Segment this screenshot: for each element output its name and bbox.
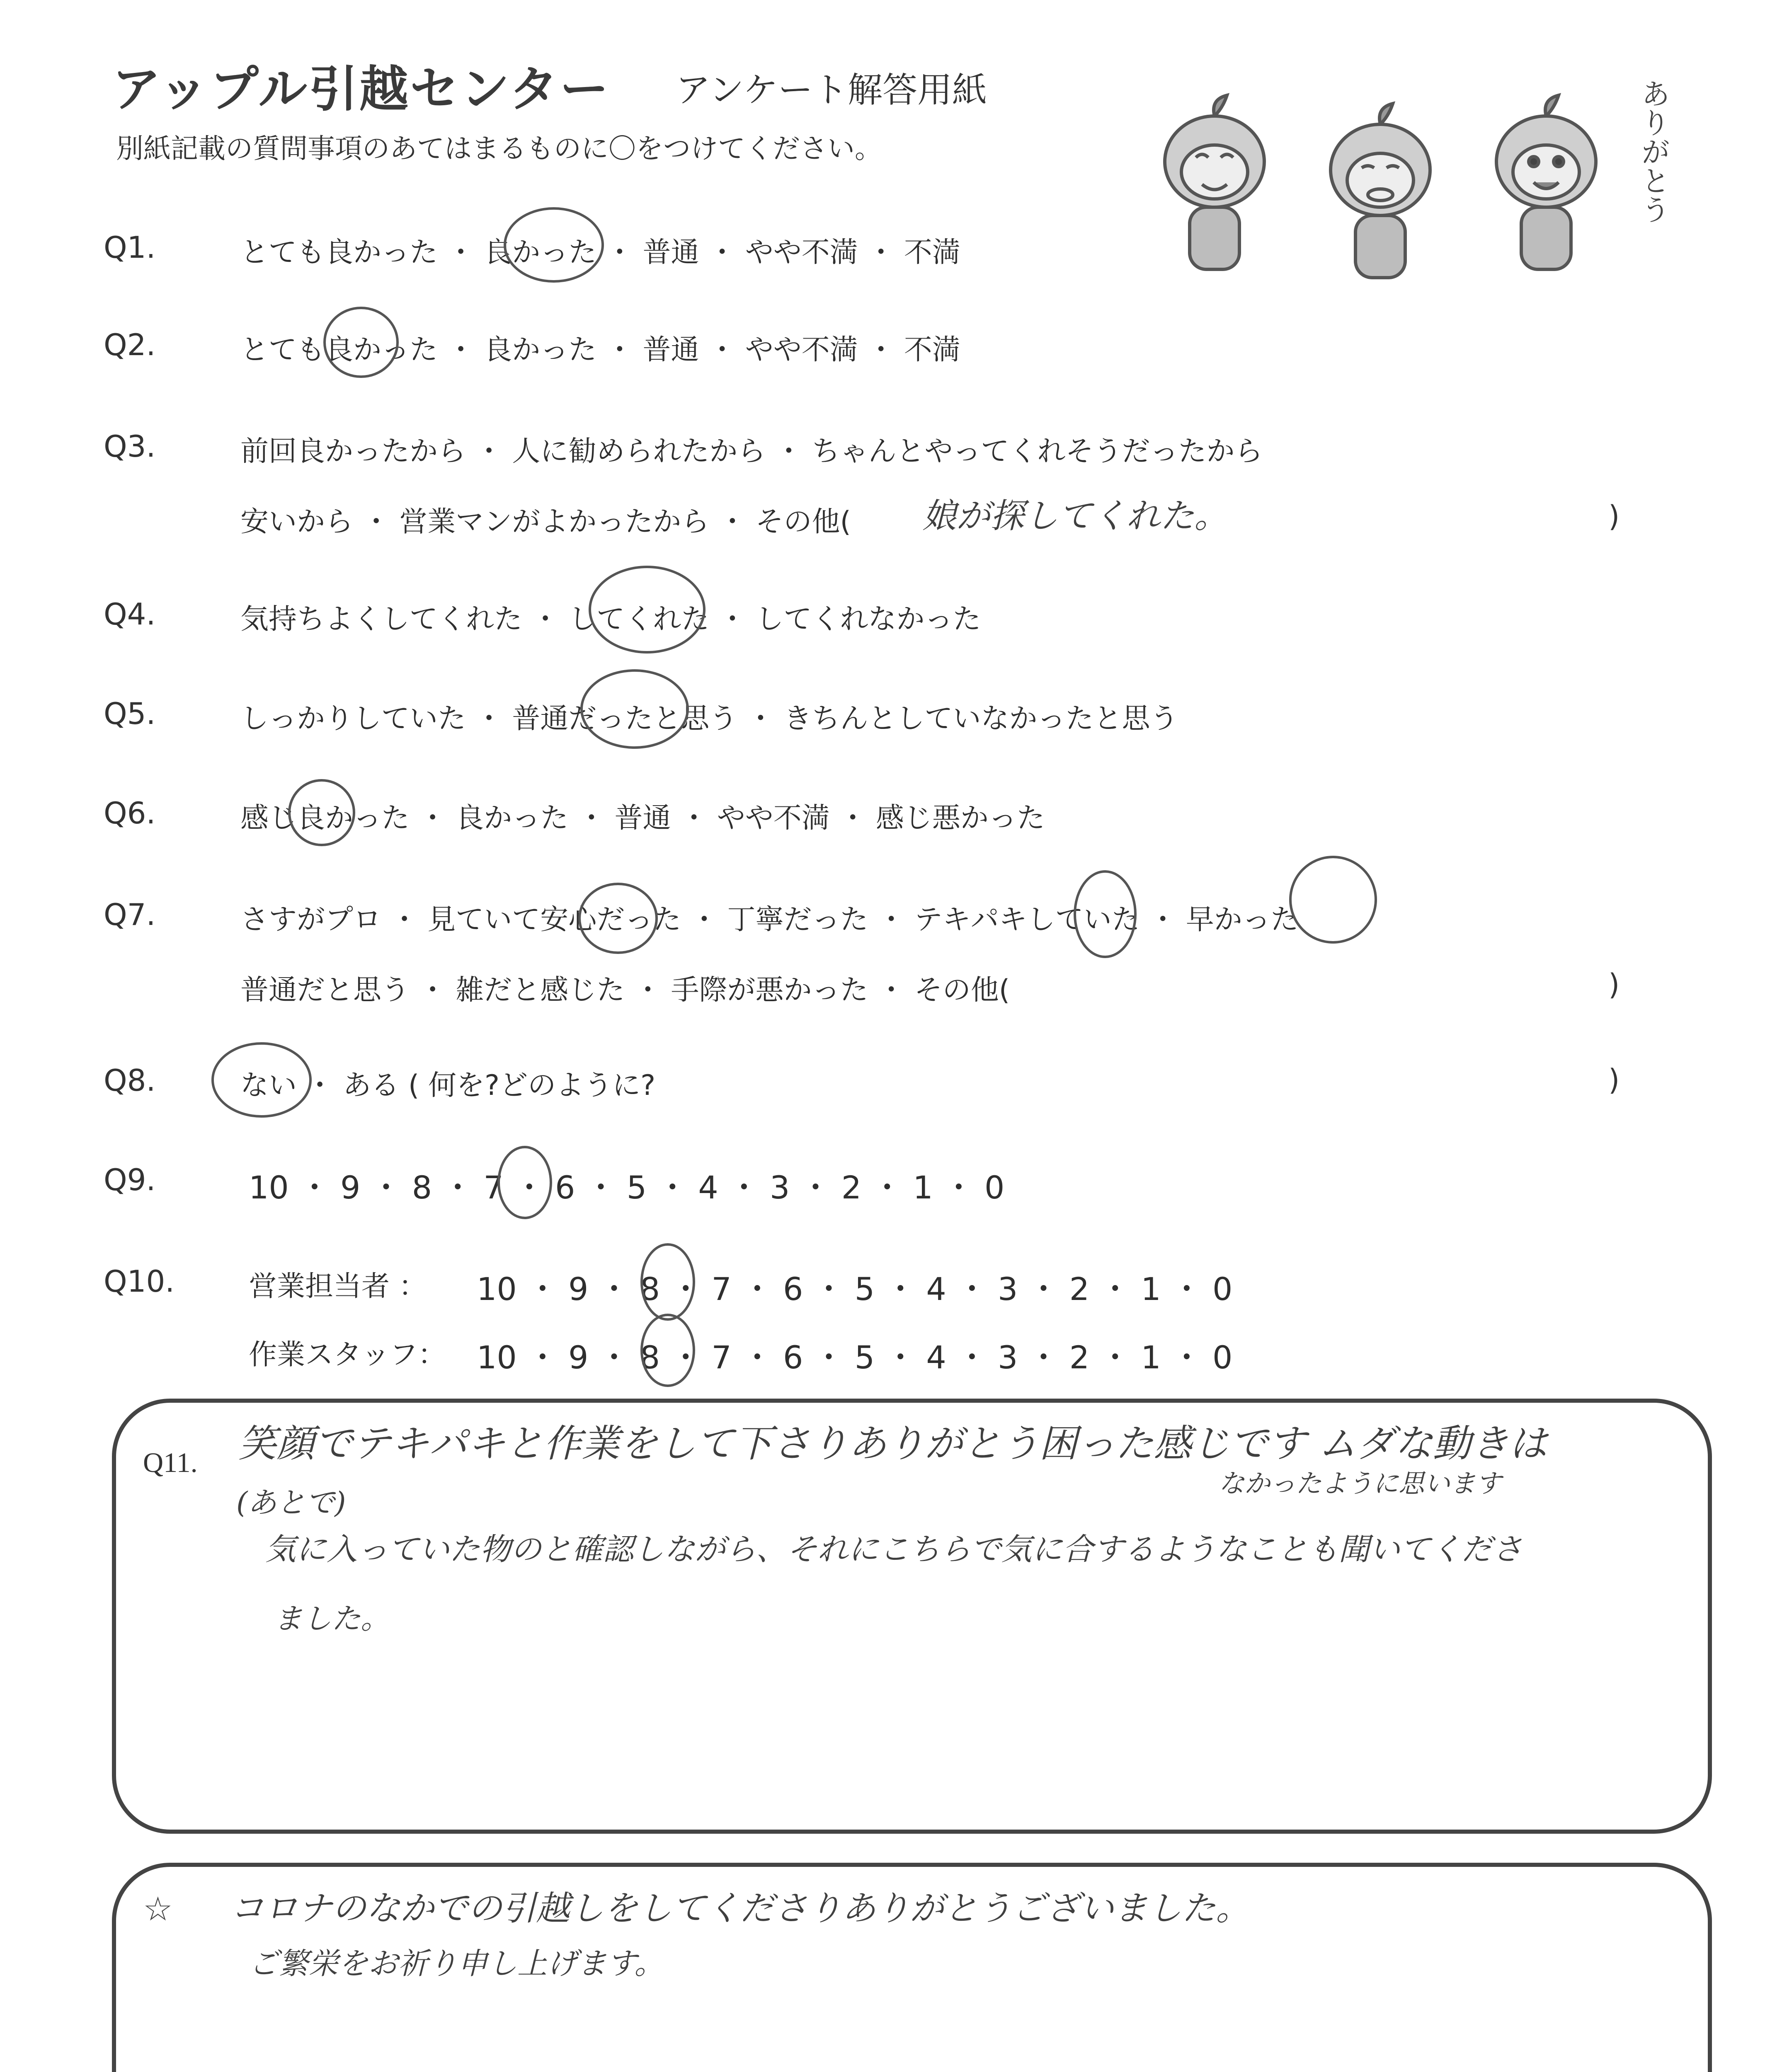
q4-options: 気持ちよくしてくれた ・ してくれた ・ してくれなかった [240, 603, 981, 636]
mascot-illustration [1136, 70, 1683, 286]
q4-label: Q4. [104, 597, 156, 632]
form-title: アップル引越センター [112, 61, 611, 118]
q6-answer-circle [288, 779, 355, 846]
q11-line1: 笑顔でテキパキと作業をして下さりありがとう困った感じです ムダな動きは [238, 1421, 1547, 1466]
q7-options-line2: 普通だと思う ・ 雑だと感じた ・ 手際が悪かった ・ その他( [240, 974, 1010, 1007]
q5-options: しっかりしていた ・ 普通だったと思う ・ きちんとしていなかったと思う [240, 702, 1178, 735]
q1-answer-circle [504, 207, 604, 283]
q10-sales-answer-circle [640, 1243, 695, 1321]
q7-answer-circle-2 [1074, 870, 1137, 958]
q10-staff-scale: 10 ・ 9 ・ 8 ・ 7 ・ 6 ・ 5 ・ 4 ・ 3 ・ 2 ・ 1 ・ 0 [477, 1339, 1233, 1376]
comment-line2: ご繁栄をお祈り申し上げます。 [249, 1946, 664, 1981]
q8-options: ない ・ ある ( 何を?どのように? [240, 1069, 656, 1102]
q7-options-line1: さすがプロ ・ 見ていて安心だった ・ 丁寧だった ・ テキパキしていた ・ 早かった [240, 903, 1299, 936]
q8-close-paren: ) [1608, 1063, 1620, 1097]
q7-close-paren: ) [1608, 968, 1620, 1002]
mascot-thanks-text: ありがとう [1637, 79, 1670, 224]
q11-line3: 気に入っていた物のと確認しながら、それにこちらで気に合するようなことも聞いてくださ [265, 1532, 1523, 1567]
q5-answer-circle [580, 669, 689, 749]
q2-options: とても良かった ・ 良かった ・ 普通 ・ やや不満 ・ 不満 [240, 334, 960, 366]
q7-answer-circle-3 [1289, 856, 1377, 944]
q10-staff-answer-circle [640, 1314, 695, 1387]
q9-scale: 10 ・ 9 ・ 8 ・ 7 ・ 6 ・ 5 ・ 4 ・ 3 ・ 2 ・ 1 ・ 0 [249, 1169, 1005, 1206]
q10-staff-label: 作業スタッフ： [249, 1339, 446, 1371]
q7-answer-circle-1 [578, 883, 658, 954]
q3-other-answer: 娘が探してくれた。 [922, 496, 1228, 536]
q10-sales-scale: 10 ・ 9 ・ 8 ・ 7 ・ 6 ・ 5 ・ 4 ・ 3 ・ 2 ・ 1 ・ 0 [477, 1271, 1233, 1307]
q11-line2: (あとで) [236, 1486, 346, 1520]
q3-options-line1: 前回良かったから ・ 人に勧められたから ・ ちゃんとやってくれそうだったから [240, 435, 1263, 468]
q2-label: Q2. [104, 327, 156, 362]
comment-line1: コロナのなかでの引越しをしてくださりありがとうございました。 [230, 1889, 1250, 1928]
q3-close-paren: ) [1608, 499, 1620, 533]
q9-answer-circle [497, 1146, 552, 1219]
q5-label: Q5. [104, 696, 156, 731]
form-instruction: 別紙記載の質問事項のあてはまるものに〇をつけてください。 [116, 133, 882, 165]
form-subtitle: アンケート解答用紙 [676, 70, 987, 110]
q8-label: Q8. [104, 1063, 156, 1098]
q10-label: Q10. [104, 1264, 175, 1299]
q11-label: Q11. [143, 1447, 198, 1478]
q1-options: とても良かった ・ 良かった ・ 普通 ・ やや不満 ・ 不満 [240, 236, 960, 269]
q2-answer-circle [323, 307, 399, 378]
q6-options: 感じ良かった ・ 良かった ・ 普通 ・ やや不満 ・ 感じ悪かった [240, 802, 1045, 835]
q6-label: Q6. [104, 796, 156, 830]
q7-label: Q7. [104, 897, 156, 932]
q10-sales-label: 営業担当者 ： [249, 1270, 427, 1303]
q11-line1b: なかったように思います [1219, 1468, 1502, 1498]
q4-answer-circle [589, 566, 706, 654]
comment-star-icon: ☆ [143, 1890, 173, 1928]
q3-options-line2: 安いから ・ 営業マンがよかったから ・ その他( [240, 506, 851, 538]
q8-answer-circle [211, 1042, 312, 1118]
q9-label: Q9. [104, 1162, 156, 1197]
q11-line4: ました。 [274, 1602, 390, 1636]
q3-label: Q3. [104, 429, 156, 464]
q1-label: Q1. [104, 230, 156, 265]
